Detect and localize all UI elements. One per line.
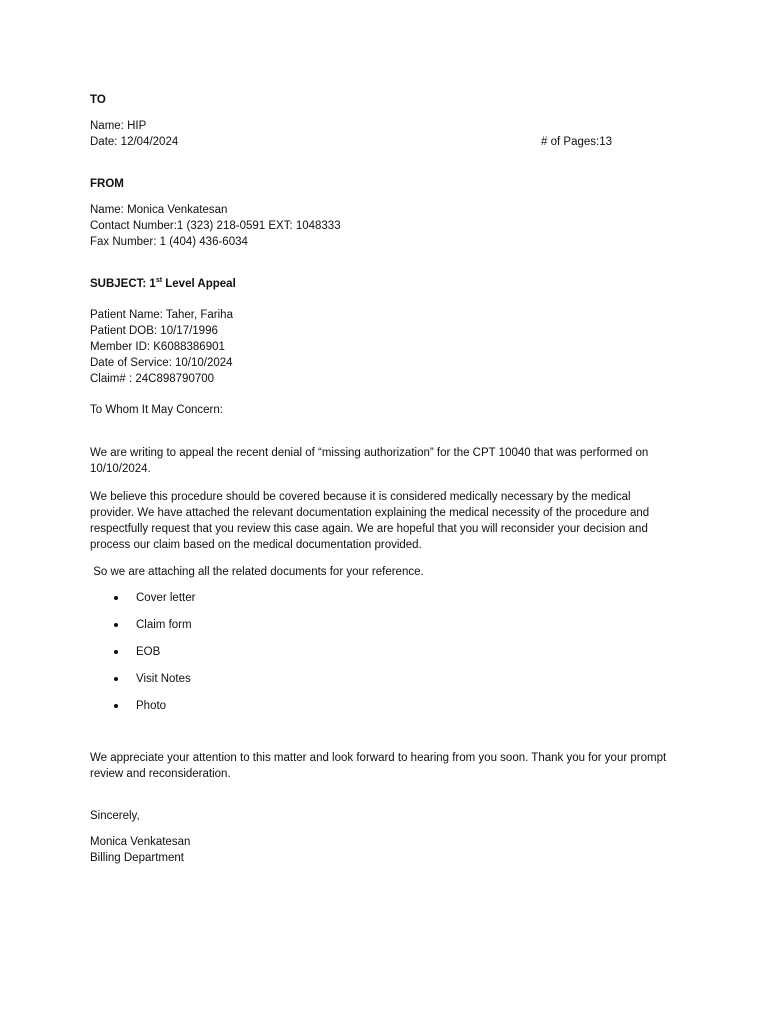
attachments-intro: So we are attaching all the related documents for your reference. [90, 566, 424, 578]
claim-number: Claim# : 24C898790700 [90, 373, 215, 385]
subject-superscript: st [155, 277, 163, 285]
signer-department: Billing Department [90, 852, 184, 864]
subject-suffix: Level Appeal [162, 278, 236, 290]
valediction: Sincerely, [90, 810, 140, 822]
from-contact: Contact Number:1 (323) 218-0591 EXT: 1048333 [90, 220, 341, 232]
paragraph-justification: We believe this procedure should be covered because it is considered medically necessary by the medical provider. We have attached the relevant documentation explaining the medical necessity of the procedure and respectfully request that you review this case again. We are hopeful that you will reconsider your decision and process our claim based on the medical documentation provided. [90, 491, 650, 551]
list-item-label: Visit Notes [136, 673, 191, 685]
list-item-label: Photo [136, 700, 167, 712]
list-item-label: Cover letter [136, 592, 196, 604]
paragraph-appeal: We are writing to appeal the recent denial of “missing authorization” for the CPT 10040 that was performed on 10/10/2024. [90, 447, 649, 475]
subject-line [90, 276, 236, 292]
list-item-label: Claim form [136, 619, 192, 631]
list-item-label: EOB [136, 646, 161, 658]
date-of-service: Date of Service: 10/10/2024 [90, 357, 233, 369]
to-date: Date: 12/04/2024 [90, 136, 179, 148]
member-id: Member ID: K6088386901 [90, 341, 225, 353]
bullet-icon [114, 677, 118, 681]
patient-name: Patient Name: Taher, Fariha [90, 309, 233, 321]
to-heading: TO [90, 94, 106, 106]
signer-name: Monica Venkatesan [90, 836, 191, 848]
patient-dob: Patient DOB: 10/17/1996 [90, 325, 218, 337]
from-name: Name: Monica Venkatesan [90, 204, 228, 216]
from-heading: FROM [90, 178, 124, 190]
to-name: Name: HIP [90, 120, 147, 132]
subject-prefix: SUBJECT: 1 [90, 278, 156, 290]
salutation: To Whom It May Concern: [90, 404, 223, 416]
bullet-icon [114, 623, 118, 627]
from-fax: Fax Number: 1 (404) 436-6034 [90, 236, 248, 248]
bullet-icon [114, 704, 118, 708]
bullet-icon [114, 650, 118, 654]
bullet-icon [114, 596, 118, 600]
paragraph-closing: We appreciate your attention to this matter and look forward to hearing from you soon. Thank you for your prompt review and reconsideration. [90, 752, 667, 780]
page-count: # of Pages:13 [541, 136, 612, 148]
